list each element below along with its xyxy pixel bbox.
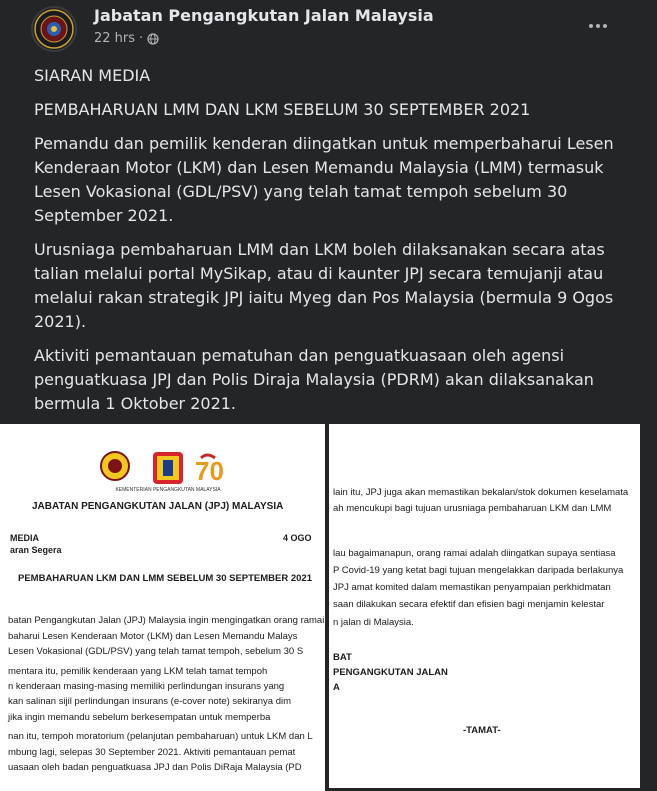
doc-line: baharui Lesen Kenderaan Motor (LKM) dan Lesen Memandu Malays xyxy=(8,631,298,642)
more-options-button[interactable] xyxy=(582,14,614,38)
page-avatar[interactable] xyxy=(31,6,77,52)
doc-line: mentara itu, pemilik kenderaan yang LKM telah tamat tempoh xyxy=(8,666,268,677)
post-paragraph: Pemandu dan pemilik kenderan diingatkan untuk memperbaharui Lesen Kenderaan Motor (LKM) dan Lesen Memandu Malaysia (LMM) termasuk Lesen Vokasional (GDL/PSV) yang telah tamat tempoh sebelum 30 September 2021. xyxy=(34,134,614,225)
post-header xyxy=(0,0,657,60)
more-horizontal-icon xyxy=(589,24,593,28)
doc-line: Lesen Vokasional (GDL/PSV) yang telah tamat tempoh, sebelum 30 S xyxy=(8,646,304,657)
post-paragraph: PEMBAHARUAN LMM DAN LKM SEBELUM 30 SEPTEMBER 2021 xyxy=(34,100,531,119)
doc-line: ah mencukupi bagi tujuan urusniaga pembaharuan LKM dan LMM xyxy=(333,503,612,514)
doc-line: kan salinan sijil perlindungan insurans (e-cover note) sekiranya dim xyxy=(8,696,292,707)
media-label: MEDIA xyxy=(10,533,39,543)
doc-line: lau bagaimanapun, orang ramai adalah diingatkan supaya sentiasa xyxy=(333,548,616,559)
document-headline: PEMBAHARUAN LKM DAN LMM SEBELUM 30 SEPTEMBER 2021 xyxy=(18,573,313,584)
doc-line: uasaan oleh badan penguatkuasa JPJ dan Polis DiRaja Malaysia (PD xyxy=(8,762,302,773)
signature-line: A xyxy=(333,682,340,693)
doc-line: P Covid-19 yang ketat bagi tujuan mengelakkan daripada berlakunya xyxy=(333,565,624,576)
svg-text:70: 70 xyxy=(195,456,224,486)
signature-line: BAT xyxy=(333,652,352,663)
end-mark: -TAMAT- xyxy=(463,725,501,736)
post-message xyxy=(34,64,634,426)
document-logos-icon xyxy=(95,446,245,506)
jpj-logo-icon xyxy=(33,8,75,50)
page-name[interactable]: Jabatan Pengangkutan Jalan Malaysia xyxy=(94,6,434,25)
meta-separator: · xyxy=(139,31,144,46)
release-date: 4 OGO xyxy=(283,533,312,543)
signature-line: PENGANGKUTAN JALAN xyxy=(333,667,448,678)
doc-line: n jalan di Malaysia. xyxy=(333,617,414,628)
globe-icon xyxy=(147,33,159,45)
doc-line: lain itu, JPJ juga akan memastikan bekalan/stok dokumen keselamata xyxy=(333,487,629,498)
post-paragraph: SIARAN MEDIA xyxy=(34,66,151,85)
attached-image-page-1[interactable] xyxy=(0,424,325,791)
doc-line: mbung lagi, selepas 30 September 2021. Aktiviti pemantauan pemat xyxy=(8,747,296,758)
org-title: JABATAN PENGANGKUTAN JALAN (JPJ) MALAYSIA xyxy=(32,501,284,512)
doc-line: batan Pengangkutan Jalan (JPJ) Malaysia ingin mengingatkan orang ramai xyxy=(8,615,325,626)
doc-line: saan dilakukan secara efektif dan efisien bagi menjamin kelestar xyxy=(333,599,605,610)
post-time[interactable]: 22 hrs xyxy=(94,31,136,46)
release-label: aran Segera xyxy=(10,545,62,555)
doc-line: jika ingin memandu sebelum berkesempatan untuk memperba xyxy=(8,712,271,723)
doc-line: JPJ amat komited dalam memastikan penyampaian perkhidmatan xyxy=(333,582,611,593)
attached-image-page-2[interactable] xyxy=(329,424,640,788)
post-meta xyxy=(94,31,159,46)
post-paragraph: Aktiviti pemantauan pematuhan dan penguatkuasaan oleh agensi penguatkuasa JPJ dan Polis Diraja Malaysia (PDRM) akan dilaksanakan bermula 1 Oktober 2021. xyxy=(34,346,594,413)
doc-line: n kenderaan masing-masing memiliki perlindungan insurans yang xyxy=(8,681,285,692)
doc-line: nan itu, tempoh moratorium (pelanjutan pembaharuan) untuk LKM dan L xyxy=(8,731,313,742)
post-paragraph: Urusniaga pembaharuan LMM dan LKM boleh dilaksanakan secara atas talian melalui portal MySikap, atau di kaunter JPJ secara temujanji atau melalui rakan strategik JPJ iaitu Myeg dan Pos Malaysia (bermula 9 Ogos 2021). xyxy=(34,240,614,331)
ministry-name: KEMENTERIAN PENGANGKUTAN MALAYSIA xyxy=(115,487,221,493)
